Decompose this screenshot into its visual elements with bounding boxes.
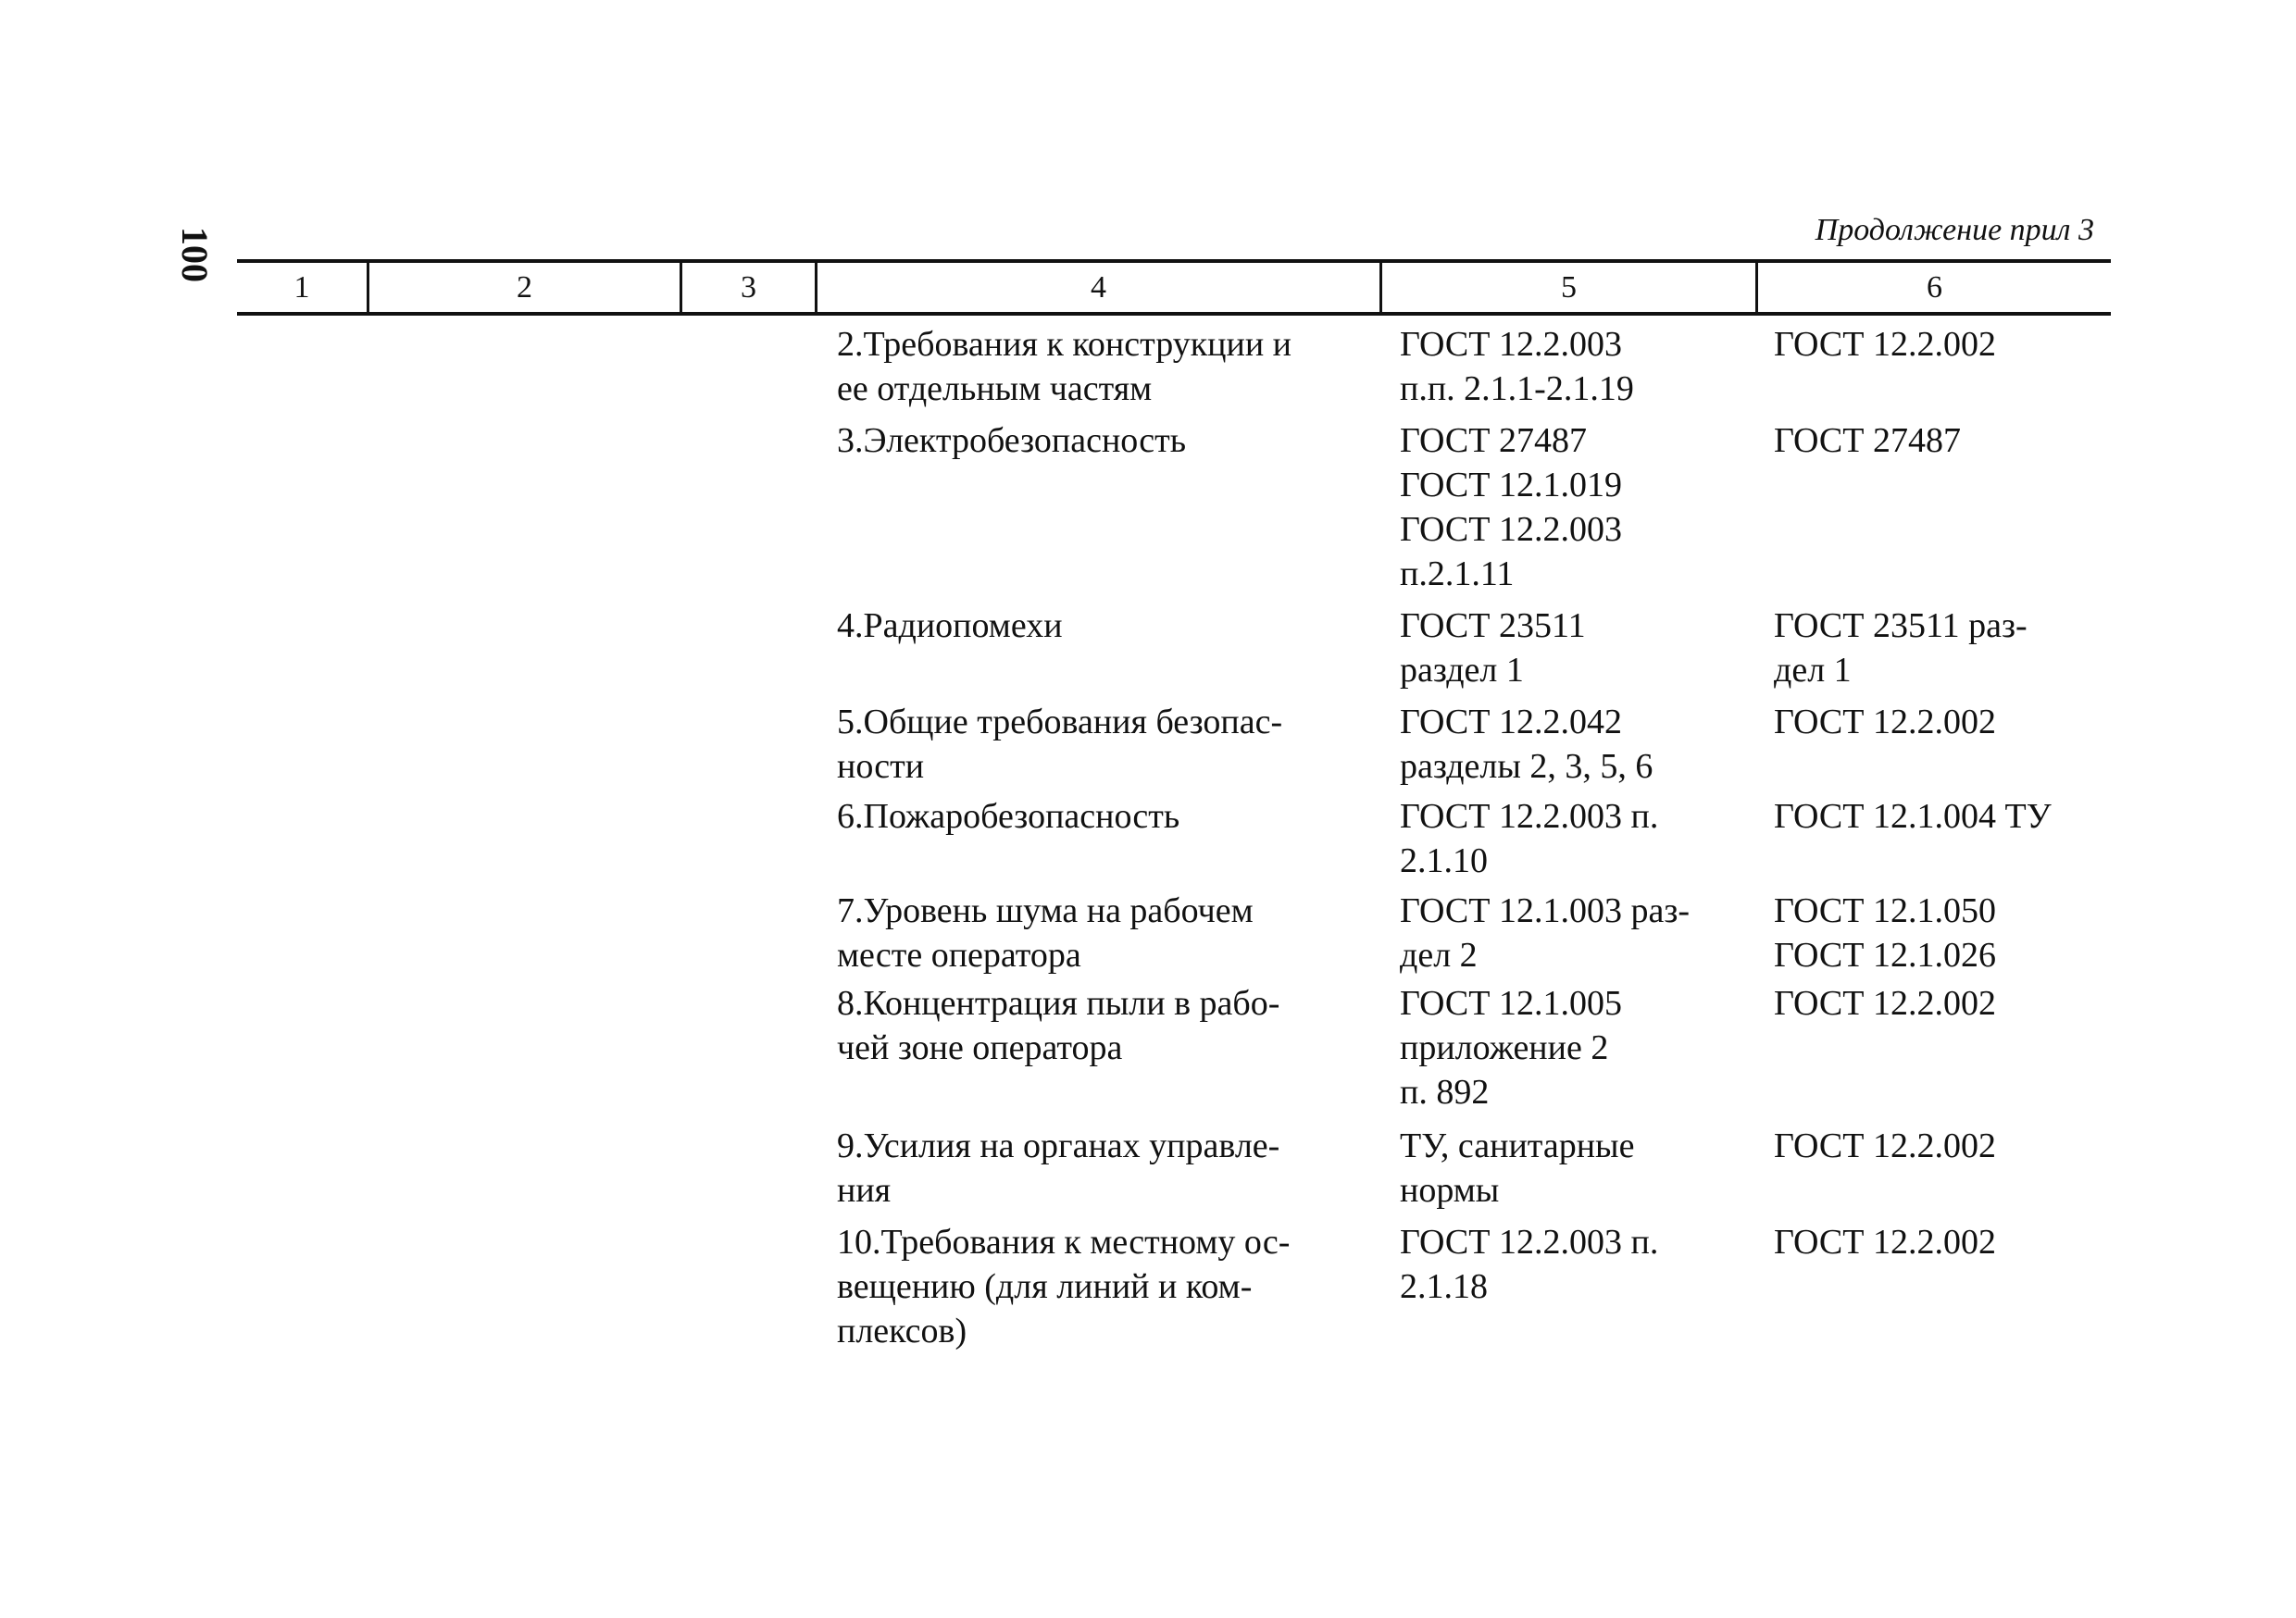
requirement-cell: 5.Общие требования безопас- ности: [837, 703, 1283, 786]
test-method-cell: ГОСТ 12.1.004 ТУ: [1774, 797, 2052, 836]
standard-cell: ГОСТ 23511 раздел 1: [1400, 606, 1586, 690]
requirement-cell: 10.Требования к местному ос- вещению (для линий и ком- плексов): [837, 1223, 1291, 1350]
standard-cell: ГОСТ 27487 ГОСТ 12.1.019 ГОСТ 12.2.003 п.2.1.11: [1400, 421, 1622, 593]
column-number-5: 5: [1561, 270, 1577, 305]
requirement-cell: 6.Пожаробезопасность: [837, 797, 1180, 836]
test-method-cell: ГОСТ 12.2.002: [1774, 1223, 1996, 1262]
test-method-cell: ГОСТ 27487: [1774, 421, 1961, 460]
column-number-1: 1: [293, 270, 310, 305]
test-method-cell: ГОСТ 12.2.002: [1774, 703, 1996, 741]
standard-cell: ГОСТ 12.2.003 п.п. 2.1.1-2.1.19: [1400, 325, 1634, 408]
requirement-cell: 4.Радиопомехи: [837, 606, 1063, 645]
standard-cell: ГОСТ 12.2.003 п. 2.1.18: [1400, 1223, 1659, 1306]
requirement-cell: 3.Электробезопасность: [837, 421, 1187, 460]
requirement-cell: 8.Концентрация пыли в рабо- чей зоне оператора: [837, 984, 1280, 1067]
table-header-rule: [237, 312, 2111, 316]
test-method-cell: ГОСТ 12.2.002: [1774, 325, 1996, 364]
table-top-rule: [237, 259, 2111, 263]
standard-cell: ГОСТ 12.2.003 п. 2.1.10: [1400, 797, 1659, 880]
test-method-cell: ГОСТ 23511 раз- дел 1: [1774, 606, 2028, 690]
column-number-3: 3: [741, 270, 756, 305]
column-number-6: 6: [1927, 270, 1942, 305]
requirement-cell: 2.Требования к конструкции и ее отдельным частям: [837, 325, 1292, 408]
standard-cell: ГОСТ 12.2.042 разделы 2, 3, 5, 6: [1400, 703, 1653, 786]
standard-cell: ТУ, санитарные нормы: [1400, 1126, 1635, 1210]
page-number: 100: [174, 227, 216, 282]
requirement-cell: 9.Усилия на органах управле- ния: [837, 1126, 1280, 1210]
standard-cell: ГОСТ 12.1.005 приложение 2 п. 892: [1400, 984, 1622, 1112]
test-method-cell: ГОСТ 12.2.002: [1774, 984, 1996, 1023]
continuation-label: Продолжение прил 3: [1815, 213, 2094, 247]
column-number-2: 2: [517, 270, 532, 305]
requirement-cell: 7.Уровень шума на рабочем месте оператора: [837, 891, 1254, 975]
standard-cell: ГОСТ 12.1.003 раз- дел 2: [1400, 891, 1691, 975]
test-method-cell: ГОСТ 12.1.050 ГОСТ 12.1.026: [1774, 891, 1996, 975]
test-method-cell: ГОСТ 12.2.002: [1774, 1126, 1996, 1165]
column-number-4: 4: [1091, 270, 1106, 305]
